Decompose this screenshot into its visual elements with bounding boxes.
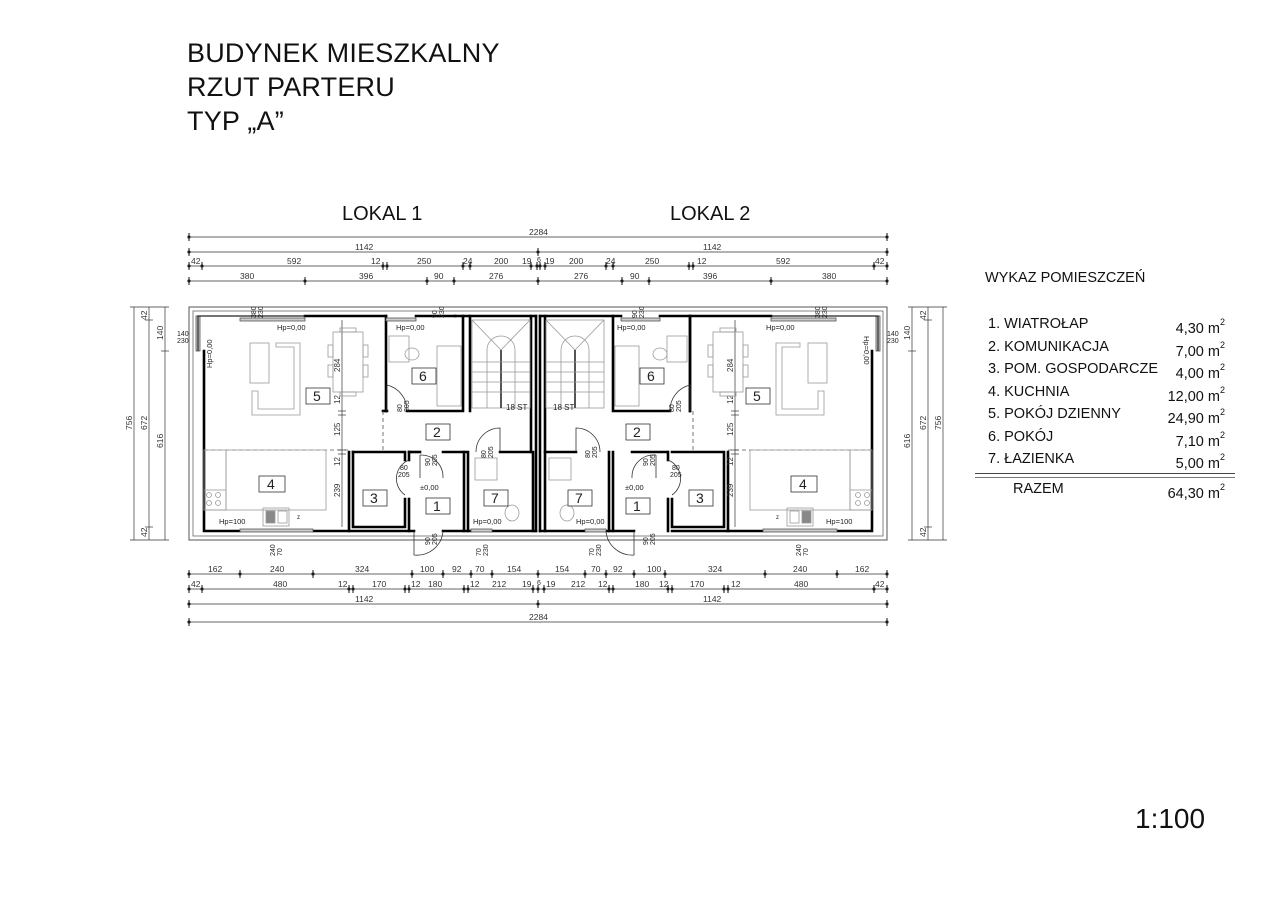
svg-text:240: 240: [270, 544, 277, 556]
svg-text:70: 70: [277, 548, 284, 556]
svg-text:42: 42: [139, 527, 149, 537]
toilet-icon: [505, 505, 519, 521]
title-line-3: TYP „A”: [187, 106, 284, 136]
svg-text:z: z: [297, 515, 300, 521]
svg-text:12: 12: [333, 457, 342, 466]
svg-text:380: 380: [822, 271, 837, 281]
svg-text:1: 1: [433, 498, 441, 514]
svg-text:12: 12: [371, 256, 381, 266]
unit-label-right: LOKAL 2: [670, 203, 751, 225]
svg-text:205: 205: [432, 533, 439, 545]
svg-text:205: 205: [398, 472, 410, 479]
svg-text:Hp=0,00: Hp=0,00: [576, 517, 605, 526]
svg-text:3: 3: [370, 490, 378, 506]
room-row: 3. POM. GOSPODARCZE 4,00 $m^2$: [988, 361, 1225, 382]
svg-text:100: 100: [420, 564, 435, 574]
svg-text:396: 396: [359, 271, 374, 281]
opening-tags: [177, 306, 899, 556]
svg-text:12: 12: [470, 579, 480, 589]
svg-text:154: 154: [555, 564, 570, 574]
room-schedule-title: WYKAZ POMIESZCZEŃ: [985, 270, 1146, 286]
svg-text:240: 240: [793, 564, 808, 574]
svg-text:80: 80: [481, 450, 488, 458]
title-line-1: BUDYNEK MIESZKALNY: [187, 38, 500, 68]
svg-text:200: 200: [569, 256, 584, 266]
svg-text:Hp=0,00: Hp=0,00: [396, 323, 425, 332]
svg-text:140: 140: [902, 325, 912, 340]
svg-text:250: 250: [645, 256, 660, 266]
svg-text:12: 12: [338, 579, 348, 589]
sofa-icon: [252, 343, 300, 415]
svg-text:230: 230: [258, 306, 265, 318]
svg-text:Hp=0,00: Hp=0,00: [862, 336, 871, 365]
svg-text:230: 230: [177, 338, 189, 345]
svg-text:42: 42: [191, 579, 201, 589]
svg-text:42: 42: [139, 310, 149, 320]
drawing-scale: 1:100: [1135, 803, 1206, 834]
svg-text:4: 4: [267, 476, 275, 492]
room-row: 6. POKÓJ 7,10 $m^2$: [988, 428, 1225, 450]
svg-text:±0,00: ±0,00: [420, 483, 439, 492]
svg-text:324: 324: [355, 564, 370, 574]
svg-text:212: 212: [571, 579, 586, 589]
svg-text:205: 205: [650, 533, 657, 545]
room-row: 5. POKÓJ DZIENNY 24,90 $m^2$: [988, 406, 1225, 427]
svg-text:70: 70: [475, 564, 485, 574]
svg-text:1142: 1142: [355, 594, 374, 604]
shower-icon: [475, 458, 497, 480]
svg-text:80: 80: [400, 465, 408, 472]
svg-text:100: 100: [647, 564, 662, 574]
svg-text:5: 5: [753, 388, 761, 404]
svg-text:19: 19: [546, 579, 556, 589]
stairs-icon: [472, 320, 530, 408]
svg-text:42: 42: [191, 256, 201, 266]
svg-text:80: 80: [672, 465, 680, 472]
svg-text:2284: 2284: [529, 612, 548, 622]
svg-text:200: 200: [494, 256, 509, 266]
svg-text:12: 12: [598, 579, 608, 589]
building-outline: [189, 307, 887, 540]
svg-text:90: 90: [432, 310, 439, 318]
walls: [204, 316, 872, 531]
svg-text:1142: 1142: [703, 594, 722, 604]
svg-text:90: 90: [643, 537, 650, 545]
desk-icon: [389, 336, 409, 362]
svg-text:230: 230: [483, 544, 490, 556]
svg-text:240: 240: [270, 564, 285, 574]
svg-text:276: 276: [489, 271, 504, 281]
svg-text:90: 90: [630, 271, 640, 281]
svg-text:616: 616: [902, 433, 912, 448]
svg-text:4: 4: [799, 476, 807, 492]
svg-text:Hp=0,00: Hp=0,00: [617, 323, 646, 332]
svg-text:80: 80: [585, 450, 592, 458]
tv-unit: [250, 343, 269, 383]
svg-text:205: 205: [676, 400, 683, 412]
svg-text:12: 12: [731, 579, 741, 589]
svg-text:18 ST: 18 ST: [506, 403, 528, 412]
svg-text:212: 212: [492, 579, 507, 589]
svg-text:Hp=100: Hp=100: [219, 517, 246, 526]
svg-text:70: 70: [591, 564, 601, 574]
windows: [196, 316, 880, 532]
svg-text:92: 92: [613, 564, 623, 574]
svg-text:70: 70: [476, 548, 483, 556]
svg-text:80: 80: [669, 404, 676, 412]
room-row: 7. ŁAZIENKA 5,00 $m^2$: [988, 451, 1225, 472]
svg-text:324: 324: [708, 564, 723, 574]
svg-text:230: 230: [596, 544, 603, 556]
svg-text:±0,00: ±0,00: [625, 483, 644, 492]
room-row: 1. WIATROŁAP 4,30 $m^2$: [988, 316, 1225, 337]
svg-text:2284: 2284: [529, 227, 548, 237]
svg-text:239: 239: [333, 483, 342, 497]
svg-text:90: 90: [632, 310, 639, 318]
svg-text:12: 12: [726, 395, 735, 404]
svg-text:90: 90: [643, 458, 650, 466]
svg-text:125: 125: [726, 422, 735, 436]
kitchen-zone-lines: [204, 411, 872, 450]
svg-text:380: 380: [240, 271, 255, 281]
svg-text:19: 19: [522, 256, 532, 266]
svg-text:90: 90: [425, 537, 432, 545]
svg-text:42: 42: [918, 310, 928, 320]
svg-text:Hp=0,00: Hp=0,00: [277, 323, 306, 332]
room-row: 2. KOMUNIKACJA 7,00 $m^2$: [988, 338, 1225, 360]
chair-icon: [405, 348, 419, 360]
svg-text:284: 284: [726, 358, 735, 372]
svg-text:140: 140: [155, 325, 165, 340]
svg-text:42: 42: [918, 527, 928, 537]
svg-text:3: 3: [696, 490, 704, 506]
svg-text:396: 396: [703, 271, 718, 281]
svg-text:1: 1: [633, 498, 641, 514]
title-line-2: RZUT PARTERU: [187, 72, 395, 102]
unit-label-left: LOKAL 1: [342, 203, 423, 225]
svg-text:672: 672: [918, 415, 928, 430]
svg-text:18 ST: 18 ST: [553, 403, 575, 412]
svg-text:140: 140: [177, 331, 189, 338]
svg-text:140: 140: [887, 331, 899, 338]
svg-text:Hp=100: Hp=100: [826, 517, 853, 526]
svg-text:24: 24: [463, 256, 473, 266]
svg-text:162: 162: [855, 564, 870, 574]
top-dimensions: [188, 227, 889, 285]
svg-text:12: 12: [659, 579, 669, 589]
svg-text:12: 12: [411, 579, 421, 589]
svg-text:2: 2: [433, 424, 441, 440]
svg-text:6: 6: [537, 257, 541, 264]
room-row: 4. KUCHNIA 12,00 $m^2$: [988, 383, 1225, 405]
svg-text:80: 80: [397, 404, 404, 412]
room-total-row: RAZEM 64,30 $m^2$: [1013, 480, 1225, 502]
svg-text:6: 6: [647, 368, 655, 384]
svg-text:756: 756: [124, 415, 134, 430]
svg-text:12: 12: [333, 395, 342, 404]
svg-text:380: 380: [251, 306, 258, 318]
svg-text:19: 19: [545, 256, 555, 266]
svg-text:6: 6: [419, 368, 427, 384]
svg-text:205: 205: [404, 400, 411, 412]
svg-text:230: 230: [639, 306, 646, 318]
svg-text:180: 180: [635, 579, 650, 589]
svg-text:592: 592: [776, 256, 791, 266]
svg-text:70: 70: [803, 548, 810, 556]
svg-text:1142: 1142: [355, 242, 374, 252]
svg-text:616: 616: [155, 433, 165, 448]
svg-text:7: 7: [575, 490, 583, 506]
svg-text:480: 480: [794, 579, 809, 589]
svg-text:70: 70: [589, 548, 596, 556]
svg-text:170: 170: [372, 579, 387, 589]
svg-text:380: 380: [815, 306, 822, 318]
svg-text:756: 756: [933, 415, 943, 430]
svg-text:284: 284: [333, 358, 342, 372]
svg-text:205: 205: [670, 472, 682, 479]
svg-text:230: 230: [822, 306, 829, 318]
svg-text:Hp=0,00: Hp=0,00: [766, 323, 795, 332]
svg-text:6: 6: [537, 580, 541, 587]
svg-text:276: 276: [574, 271, 589, 281]
svg-text:24: 24: [606, 256, 616, 266]
svg-text:z: z: [776, 515, 779, 521]
svg-text:239: 239: [726, 483, 735, 497]
furniture: [204, 320, 872, 526]
svg-text:42: 42: [875, 256, 885, 266]
svg-text:592: 592: [287, 256, 302, 266]
svg-text:12: 12: [726, 457, 735, 466]
svg-text:Hp=0,00: Hp=0,00: [473, 517, 502, 526]
svg-text:205: 205: [650, 454, 657, 466]
svg-text:162: 162: [208, 564, 223, 574]
svg-text:480: 480: [273, 579, 288, 589]
svg-text:42: 42: [875, 579, 885, 589]
svg-text:92: 92: [452, 564, 462, 574]
annotations: [205, 323, 871, 526]
svg-text:19: 19: [522, 579, 532, 589]
svg-text:250: 250: [417, 256, 432, 266]
svg-text:125: 125: [333, 422, 342, 436]
svg-text:205: 205: [432, 454, 439, 466]
svg-text:2: 2: [633, 424, 641, 440]
svg-text:205: 205: [592, 446, 599, 458]
svg-text:5: 5: [313, 388, 321, 404]
svg-text:12: 12: [697, 256, 707, 266]
svg-text:1142: 1142: [703, 242, 722, 252]
svg-text:230: 230: [439, 306, 446, 318]
svg-text:90: 90: [425, 458, 432, 466]
bed-icon: [437, 346, 461, 406]
svg-text:180: 180: [428, 579, 443, 589]
svg-text:90: 90: [434, 271, 444, 281]
svg-text:170: 170: [690, 579, 705, 589]
svg-text:Hp=0,00: Hp=0,00: [205, 339, 214, 368]
svg-text:205: 205: [488, 446, 495, 458]
svg-text:240: 240: [796, 544, 803, 556]
svg-text:230: 230: [887, 338, 899, 345]
svg-text:154: 154: [507, 564, 522, 574]
svg-text:672: 672: [139, 415, 149, 430]
bottom-dimensions: [188, 564, 889, 626]
svg-text:7: 7: [491, 490, 499, 506]
